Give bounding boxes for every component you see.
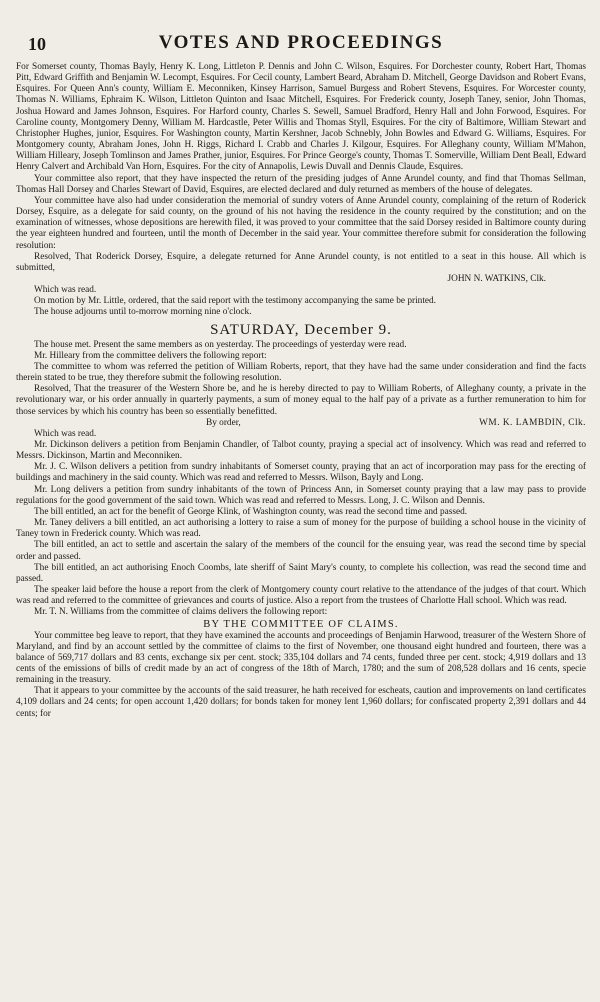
taney-lottery-paragraph: Mr. Taney delivers a bill entitled, an act authorising a lottery to raise a sum of money for the purpose of building a school house in the vicinity of Taney town in Frederick county. Which was read. bbox=[16, 518, 586, 540]
dorsey-memorial-paragraph: Your committee have also had under consideration the memorial of sundry voters of Anne Arundel county, complaining of the return of Roderick Dorsey, Esquire, as a delegate for said county, on the ground of his not having the residence in the county required by the constitution; and on the examination of witnesses, whose depositions are herewith filed, it was proved to your committee that the said Dorsey resided in Baltimore county during the year eighteen hundred and fourteen, until the month of December in the said year. Your committee therefore submit for consideration the following resolution: bbox=[16, 195, 586, 251]
treasurer-accounts-paragraph: Your committee beg leave to report, that they have examined the accounts and proceedings of Benjamin Harwood, treasurer of the Western Shore of Maryland, and find by an account settled by the committee of claims to the first of November, one thousand eight hundred and fourteen, there was a balance of 569,717 dollars and 83 cents, exchange six per cent. stock; 335,104 dollars and 74 cents, funded three per cent. stock; 4,919 dollars and 13 cents of the emissions of bills of credit made by an act of congress of the 18th of March, 1780; and the sum of 208,528 dollars and 16 cents, specie remaining in the treasury. bbox=[16, 630, 586, 686]
klink-bill-paragraph: The bill entitled, an act for the benefit of George Klink, of Washington county, was read the second time and passed. bbox=[34, 506, 468, 517]
long-petition-paragraph: Mr. Long delivers a petition from sundry inhabitants of the town of Princess Ann, in Somerset county praying that a law may pass to provide regulations for the good government of the said town. Which was read and referred to Messrs. Long, J. C. Wilson and Dennis. bbox=[16, 484, 586, 506]
which-was-read-1: Which was read. bbox=[34, 285, 97, 296]
page-number: 10 bbox=[28, 34, 46, 54]
document-body bbox=[16, 62, 586, 720]
which-was-read-2: Which was read. bbox=[34, 428, 97, 439]
resolution-roberts: Resolved, That the treasurer of the Western Shore be, and he is hereby directed to pay to William Roberts, of Alleghany county, a private in the revolutionary war, or his order annually in quarterly payments, a sum of money equal to the half pay of a private as a further remuneration to him for those services by which his country has been so essentially benefitted. bbox=[16, 384, 586, 417]
by-order-label: By order, bbox=[206, 417, 241, 428]
page-header bbox=[16, 28, 586, 54]
speaker-report-paragraph: The speaker laid before the house a report from the clerk of Montgomery county court relative to the attendance of the judges of that court. Which was read and referred to the committee of grievances and courts of justice. Also a report from the trustees of Charlotte Hall school. Which was read. bbox=[16, 585, 586, 607]
coombs-bill-paragraph: The bill entitled, an act authorising Enoch Coombs, late sheriff of Saint Mary's county, to complete his collection, was read the second time and passed. bbox=[16, 562, 586, 584]
resolution-dorsey: Resolved, That Roderick Dorsey, Esquire, a delegate returned for Anne Arundel county, is not entitled to a seat in this house. All which is submitted, bbox=[16, 251, 586, 273]
signature-lambdin: WM. K. LAMBDIN, Clk. bbox=[479, 417, 586, 428]
running-head: VOTES AND PROCEEDINGS bbox=[158, 32, 444, 53]
signature-line-lambdin bbox=[16, 418, 586, 429]
anne-arundel-return-paragraph: Your committee also report, that they have inspected the return of the presiding judges of Anne Arundel county, and find that Thomas Sellman, Thomas Hall Dorsey and Charles Stewart of David, Esquires, are elected declared and duly returned as members of the house of delegates. bbox=[16, 173, 586, 195]
delegates-list-paragraph: For Somerset county, Thomas Bayly, Henry K. Long, Littleton P. Dennis and John C. Wilson, Esquires. For Dorchester county, Robert Hart, Thomas Pitt, Edward Griffith and Benjamin W. Lecompt, Esquires. For Cecil county, Lambert Beard, Abraham D. Mitchell, George Davidson and Robert Evans, Esquires. For Queen Ann's county, William E. Meconniken, Kinsey Harrison, Samuel Burgess and Robert Stevens, Esquires. For Worcester county, Thomas N. Williams, Ephraim K. Wilson, Littleton Quinton and Isaac Mitchell, Esquires. For Frederick county, Joseph Taney, senior, John Thomas, Joshua Howard and James Johnson, Esquires. For Harford county, Charles S. Sewell, Samuel Bradford, Henry Hall and John Forwood, Esquires. For Caroline county, Montgomery Denny, William M. Hardcastle, Peter Willis and Thomas Styll, Esquires. For the city of Baltimore, William Stewart and Christopher Hughes, junior, Esquires. For Washington county, Martin Kershner, Jacob Schnebly, John Bowles and Edward G. Williams, Esquires. For Montgomery county, Abraham Jones, John H. Riggs, Richard I. Crabb and Charles J. Kilgour, Esquires. For Alleghany county, William M'Mahon, William Hilleary, Joseph Tomlinson and James Prather, junior, Esquires. For Prince George's county, Thomas T. Somerville, William Dent Beall, Edward Henry Calvert and Archibald Van Horn, Esquires. For the city of Annapolis, Lewis Duvall and Dennis Claude, Esquires. bbox=[16, 62, 586, 173]
committee-heading: BY THE COMMITTEE OF CLAIMS. bbox=[203, 618, 399, 630]
hilleary-report-intro: Mr. Hilleary from the committee delivers the following report: bbox=[34, 350, 267, 361]
wilson-petition-paragraph: Mr. J. C. Wilson delivers a petition from sundry inhabitants of Somerset county, praying that an act of incorporation may pass for the erecting of buildings and machinery in the said county. Which was read and referred to Messrs. Wilson, Bayly and Long. bbox=[16, 462, 586, 484]
roberts-committee-paragraph: The committee to whom was referred the petition of William Roberts, report, that they have had the same under consideration and find the facts therein stated to be true, they therefore submit the following resolution. bbox=[16, 361, 586, 384]
williams-claims-intro: Mr. T. N. Williams from the committee of claims delivers the following report: bbox=[34, 607, 328, 618]
day-heading: SATURDAY, December 9. bbox=[210, 321, 392, 338]
dickinson-petition-paragraph: Mr. Dickinson delivers a petition from Benjamin Chandler, of Talbot county, praying a special act of insolvency. Which was read and referred to Messrs. Dickinson, Martin and Meconniken. bbox=[16, 440, 586, 462]
council-salary-paragraph: The bill entitled, an act to settle and ascertain the salary of the members of the council for the ensuing year, was read the second time by special order and passed. bbox=[16, 540, 586, 562]
treasurer-receipts-paragraph: That it appears to your committee by the accounts of the said treasurer, he hath received for escheats, caution and improvements on land certificates 4,109 dollars and 24 cents; for open account 1,420 dollars; for bonds taken for money lent 1,960 dollars; for confiscated property 2,391 dollars and 44 cents; for bbox=[16, 686, 586, 719]
adjourn-paragraph: The house adjourns until to-morrow morning nine o'clock. bbox=[34, 307, 252, 318]
motion-print-paragraph: On motion by Mr. Little, ordered, that the said report with the testimony accompanying the same be printed. bbox=[34, 296, 436, 307]
house-met-paragraph: The house met. Present the same members as on yesterday. The proceedings of yesterday were read. bbox=[34, 339, 407, 350]
signature-watkins: JOHN N. WATKINS, Clk. bbox=[447, 273, 546, 284]
